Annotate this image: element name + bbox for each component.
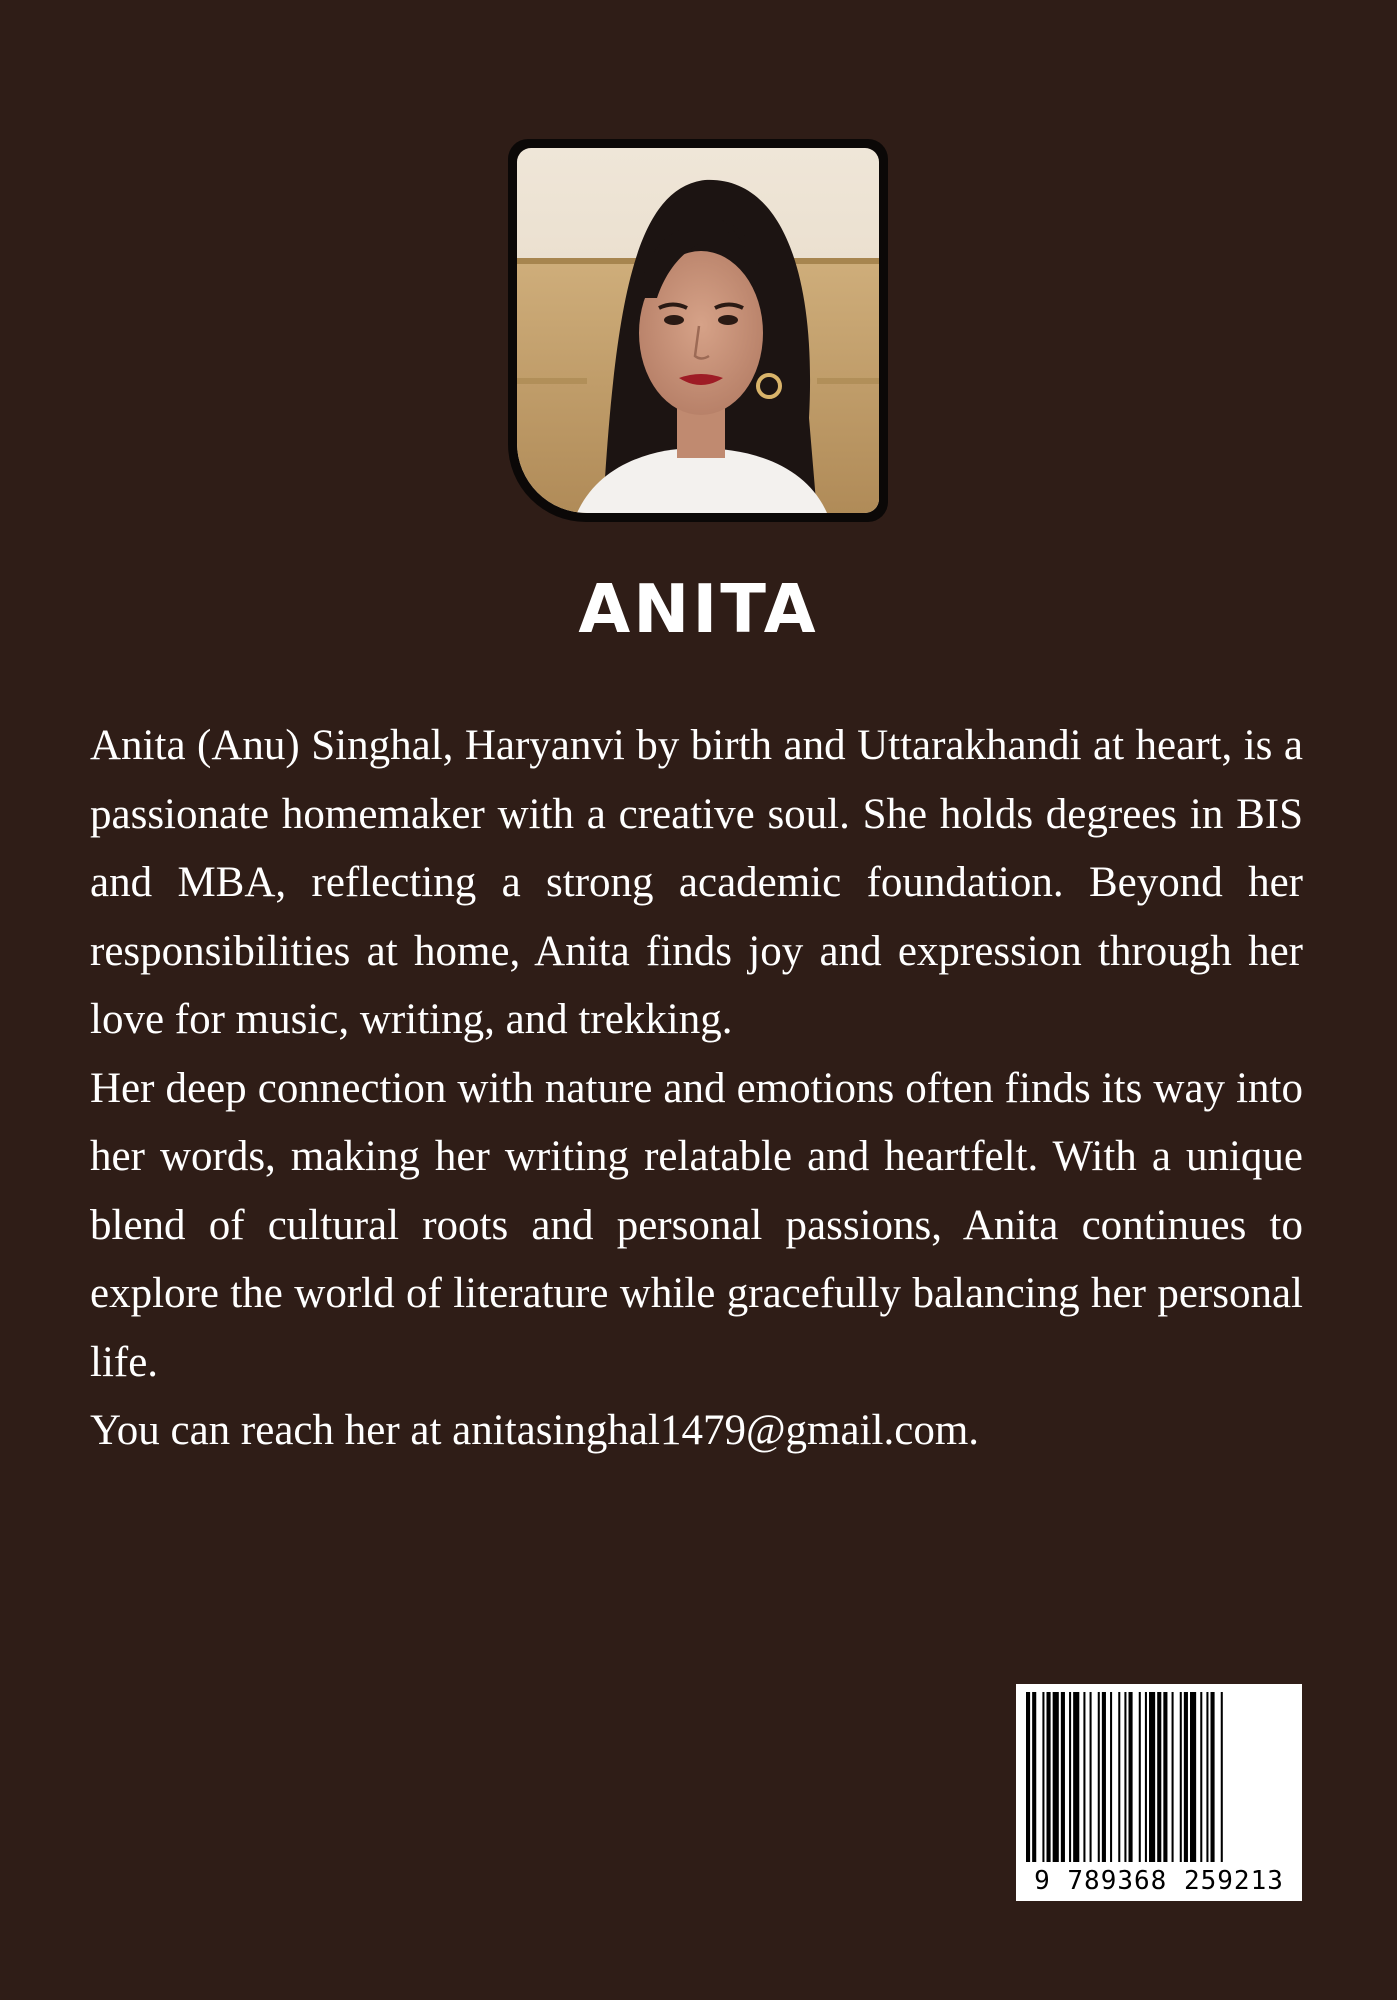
barcode-bar: [1180, 1692, 1182, 1862]
barcode-digits: 9 789368 259213: [1034, 1866, 1284, 1896]
barcode-bar: [1047, 1692, 1051, 1862]
barcode-bar: [1211, 1692, 1215, 1862]
barcode-bar: [1149, 1692, 1155, 1862]
barcode-bar: [1157, 1692, 1161, 1862]
barcode-bar: [1069, 1692, 1071, 1862]
author-photo-frame: [508, 139, 888, 522]
barcode-bar: [1026, 1692, 1030, 1862]
barcode-bar: [1206, 1692, 1208, 1862]
bio-paragraph-1: Anita (Anu) Singhal, Haryanvi by birth and Uttarakhandi at heart, is a passionate homemaker with a creative soul. She holds degrees in BIS and MBA, reflecting a strong academic foundation. Beyond her responsibilities at home, Anita finds joy and expression through her love for music, writing, and trekking.: [90, 722, 1303, 1043]
barcode-bar: [1163, 1692, 1167, 1862]
barcode-bar: [1032, 1692, 1036, 1862]
bio-paragraph-2: Her deep connection with nature and emotions often finds its way into her words, making her writing relatable and heartfelt. With a unique blend of cultural roots and personal passions, Anita continues to explore the world of literature while gracefully balancing her personal life.: [90, 1064, 1303, 1386]
isbn-barcode: [1016, 1684, 1302, 1901]
barcode-bar: [1053, 1692, 1059, 1862]
author-photo: [517, 148, 879, 513]
barcode-bar: [1124, 1692, 1126, 1862]
barcode-bar: [1042, 1692, 1044, 1862]
barcode-bar: [1190, 1692, 1196, 1862]
barcode-bar: [1139, 1692, 1141, 1862]
barcode-bar: [1073, 1692, 1079, 1862]
barcode-bar: [1118, 1692, 1120, 1862]
author-name-heading: ANITA: [578, 570, 819, 648]
barcode-bar: [1129, 1692, 1133, 1862]
barcode-bar: [1145, 1692, 1147, 1862]
barcode-bar: [1172, 1692, 1174, 1862]
barcode-bar: [1221, 1692, 1223, 1862]
barcode-bar: [1110, 1692, 1112, 1862]
author-bio: [90, 712, 1303, 1466]
bio-contact-line: You can reach her at anitasinghal1479@gmail.com.: [90, 1407, 980, 1454]
barcode-bar: [1090, 1692, 1092, 1862]
barcode-bar: [1102, 1692, 1106, 1862]
barcode-bar: [1061, 1692, 1065, 1862]
barcode-bar: [1200, 1692, 1202, 1862]
barcode-bar: [1184, 1692, 1188, 1862]
barcode-bar: [1083, 1692, 1085, 1862]
barcode-bar: [1098, 1692, 1100, 1862]
